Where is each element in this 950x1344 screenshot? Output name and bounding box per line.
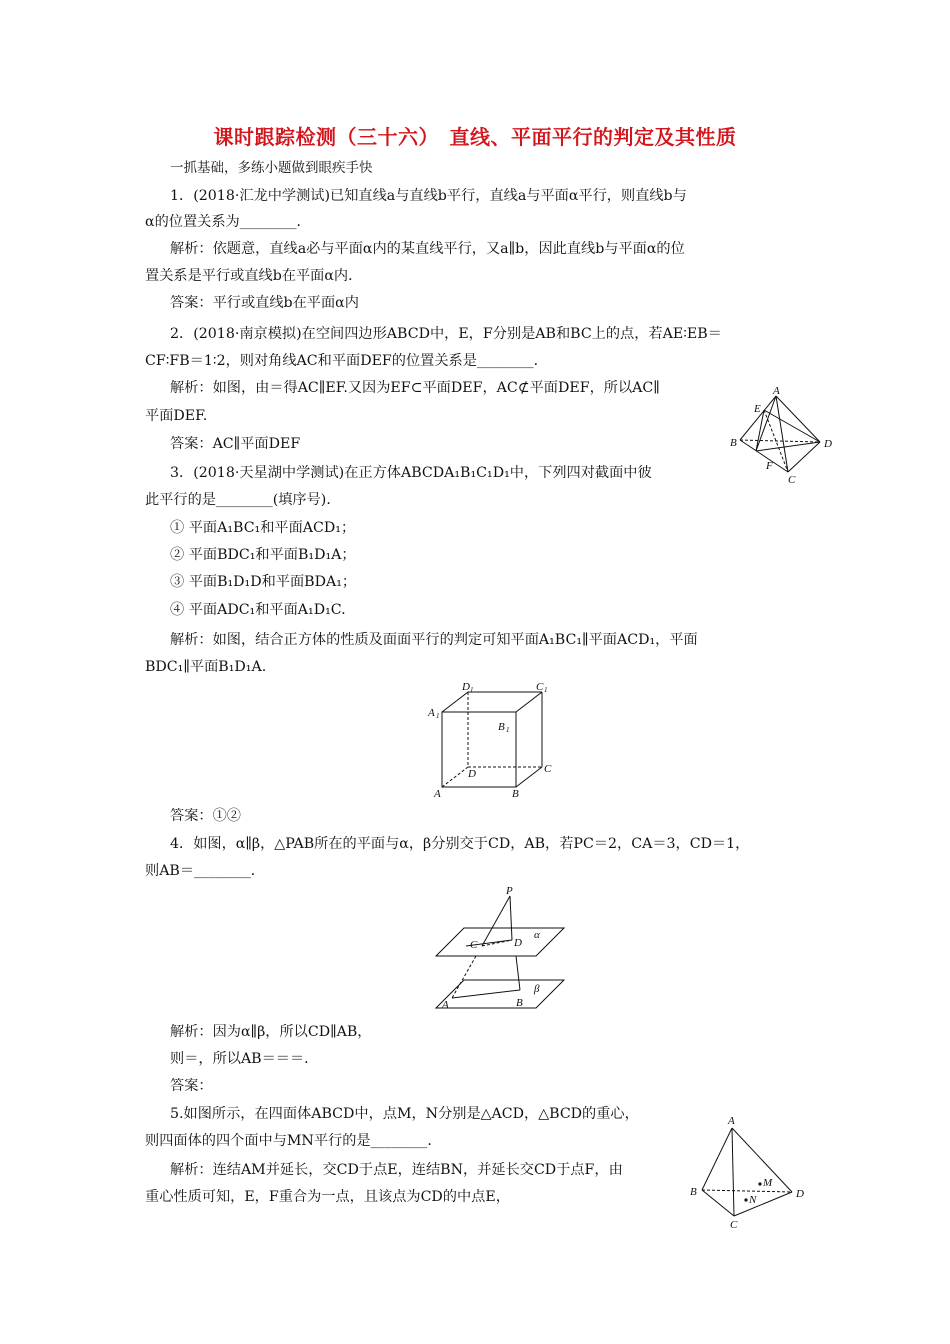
label-A: A — [773, 385, 780, 397]
q3-answer: 答案：①② — [170, 808, 241, 824]
label-A: A — [442, 999, 449, 1011]
q5-stem-line2: 则四面体的四个面中与MN平行的是________． — [145, 1133, 442, 1149]
q1-analysis-line2: 置关系是平行或直线b在平面α内． — [145, 268, 363, 284]
q4-analysis-line1: 解析：因为α∥β，所以CD∥AB， — [170, 1024, 372, 1040]
q3-option-2: ② 平面BDC₁和平面B₁D₁A； — [170, 547, 356, 563]
svg-text:1: 1 — [506, 726, 510, 734]
q3-option-3: ③ 平面B₁D₁D和平面BDA₁； — [170, 574, 357, 590]
page-title: 课时跟踪检测（三十六） 直线、平面平行的判定及其性质 — [213, 125, 737, 149]
label-P: P — [506, 885, 513, 897]
svg-text:1: 1 — [470, 686, 474, 694]
q3-analysis-line1: 解析：如图，结合正方体的性质及面面平行的判定可知平面A₁BC₁∥平面ACD₁，平面 — [170, 632, 698, 648]
svg-text:1: 1 — [544, 686, 548, 694]
label-B: B — [516, 997, 523, 1009]
label-F: F — [766, 460, 773, 472]
q4-analysis-line2: 则＝，所以AB＝＝＝． — [170, 1051, 319, 1067]
label-B1: B — [498, 721, 505, 733]
q4-stem-line1: 4．如图，α∥β，△PAB所在的平面与α，β分别交于CD，AB，若PC＝2，CA＝3，CD＝1， — [170, 836, 750, 852]
label-M: M — [763, 1177, 773, 1189]
label-C: C — [470, 939, 478, 951]
label-D1: D — [462, 681, 470, 693]
section-subtitle: 一抓基础，多练小题做到眼疾手快 — [170, 160, 373, 176]
tetrahedron-figure-q2 — [728, 384, 838, 484]
label-C: C — [544, 763, 552, 775]
label-B: B — [690, 1186, 697, 1198]
q1-analysis-line1: 解析：依题意，直线a必与平面α内的某直线平行，又a∥b，因此直线b与平面α的位 — [170, 241, 685, 257]
label-A: A — [434, 788, 441, 800]
label-alpha: α — [534, 929, 540, 941]
q1-stem-line2: α的位置关系为________． — [145, 214, 311, 230]
q1-answer: 答案：平行或直线b在平面α内 — [170, 295, 359, 311]
label-D: D — [824, 438, 832, 450]
q3-stem-line1: 3．(2018·天星湖中学测试)在正方体ABCDA₁B₁C₁D₁中，下列四对截面中彼 — [170, 465, 652, 481]
label-B: B — [730, 437, 737, 449]
label-C: C — [788, 474, 796, 484]
q2-answer: 答案：AC∥平面DEF — [170, 436, 301, 452]
label-N: N — [749, 1194, 757, 1206]
q2-stem-line2: CF∶FB＝1∶2，则对角线AC和平面DEF的位置关系是________． — [145, 353, 548, 369]
parallel-planes-figure-q4 — [430, 884, 570, 1014]
q5-stem-line1: 5.如图所示，在四面体ABCD中，点M，N分别是△ACD，△BCD的重心， — [170, 1106, 639, 1122]
q5-analysis-line1: 解析：连结AM并延长，交CD于点E，连结BN，并延长交CD于点F，由 — [170, 1162, 623, 1178]
q3-option-4: ④ 平面ADC₁和平面A₁D₁C. — [170, 602, 346, 618]
label-B: B — [512, 788, 519, 800]
q5-analysis-line2: 重心性质可知，E，F重合为一点，且该点为CD的中点E， — [145, 1189, 510, 1205]
svg-text:1: 1 — [436, 712, 440, 720]
label-D: D — [468, 768, 476, 780]
label-C: C — [730, 1219, 738, 1231]
q4-stem-line2: 则AB＝________． — [145, 863, 265, 879]
q2-analysis-line2: 平面DEF. — [145, 408, 208, 424]
q3-stem-line2: 此平行的是________(填序号)． — [145, 492, 341, 508]
tetrahedron-figure-q5 — [686, 1112, 816, 1232]
q2-analysis-line1: 解析：如图，由＝得AC∥EF.又因为EF⊂平面DEF，AC⊄平面DEF，所以AC∥ — [170, 380, 660, 396]
q2-stem-line1: 2．(2018·南京模拟)在空间四边形ABCD中，E，F分别是AB和BC上的点，若AE∶EB＝ — [170, 326, 722, 342]
cube-figure-q3 — [424, 680, 554, 800]
label-D: D — [796, 1188, 804, 1200]
q1-stem-line1: 1．(2018·汇龙中学测试)已知直线a与直线b平行，直线a与平面α平行，则直线b与 — [170, 188, 687, 204]
label-E: E — [754, 403, 761, 415]
label-beta: β — [534, 983, 540, 995]
q4-answer: 答案： — [170, 1078, 213, 1094]
label-C1: C — [536, 681, 544, 693]
q3-analysis-line2: BDC₁∥平面B₁D₁A. — [145, 659, 267, 675]
label-A1: A — [428, 707, 435, 719]
label-D: D — [514, 937, 522, 949]
q3-option-1: ① 平面A₁BC₁和平面ACD₁； — [170, 520, 356, 536]
label-A: A — [728, 1115, 735, 1127]
